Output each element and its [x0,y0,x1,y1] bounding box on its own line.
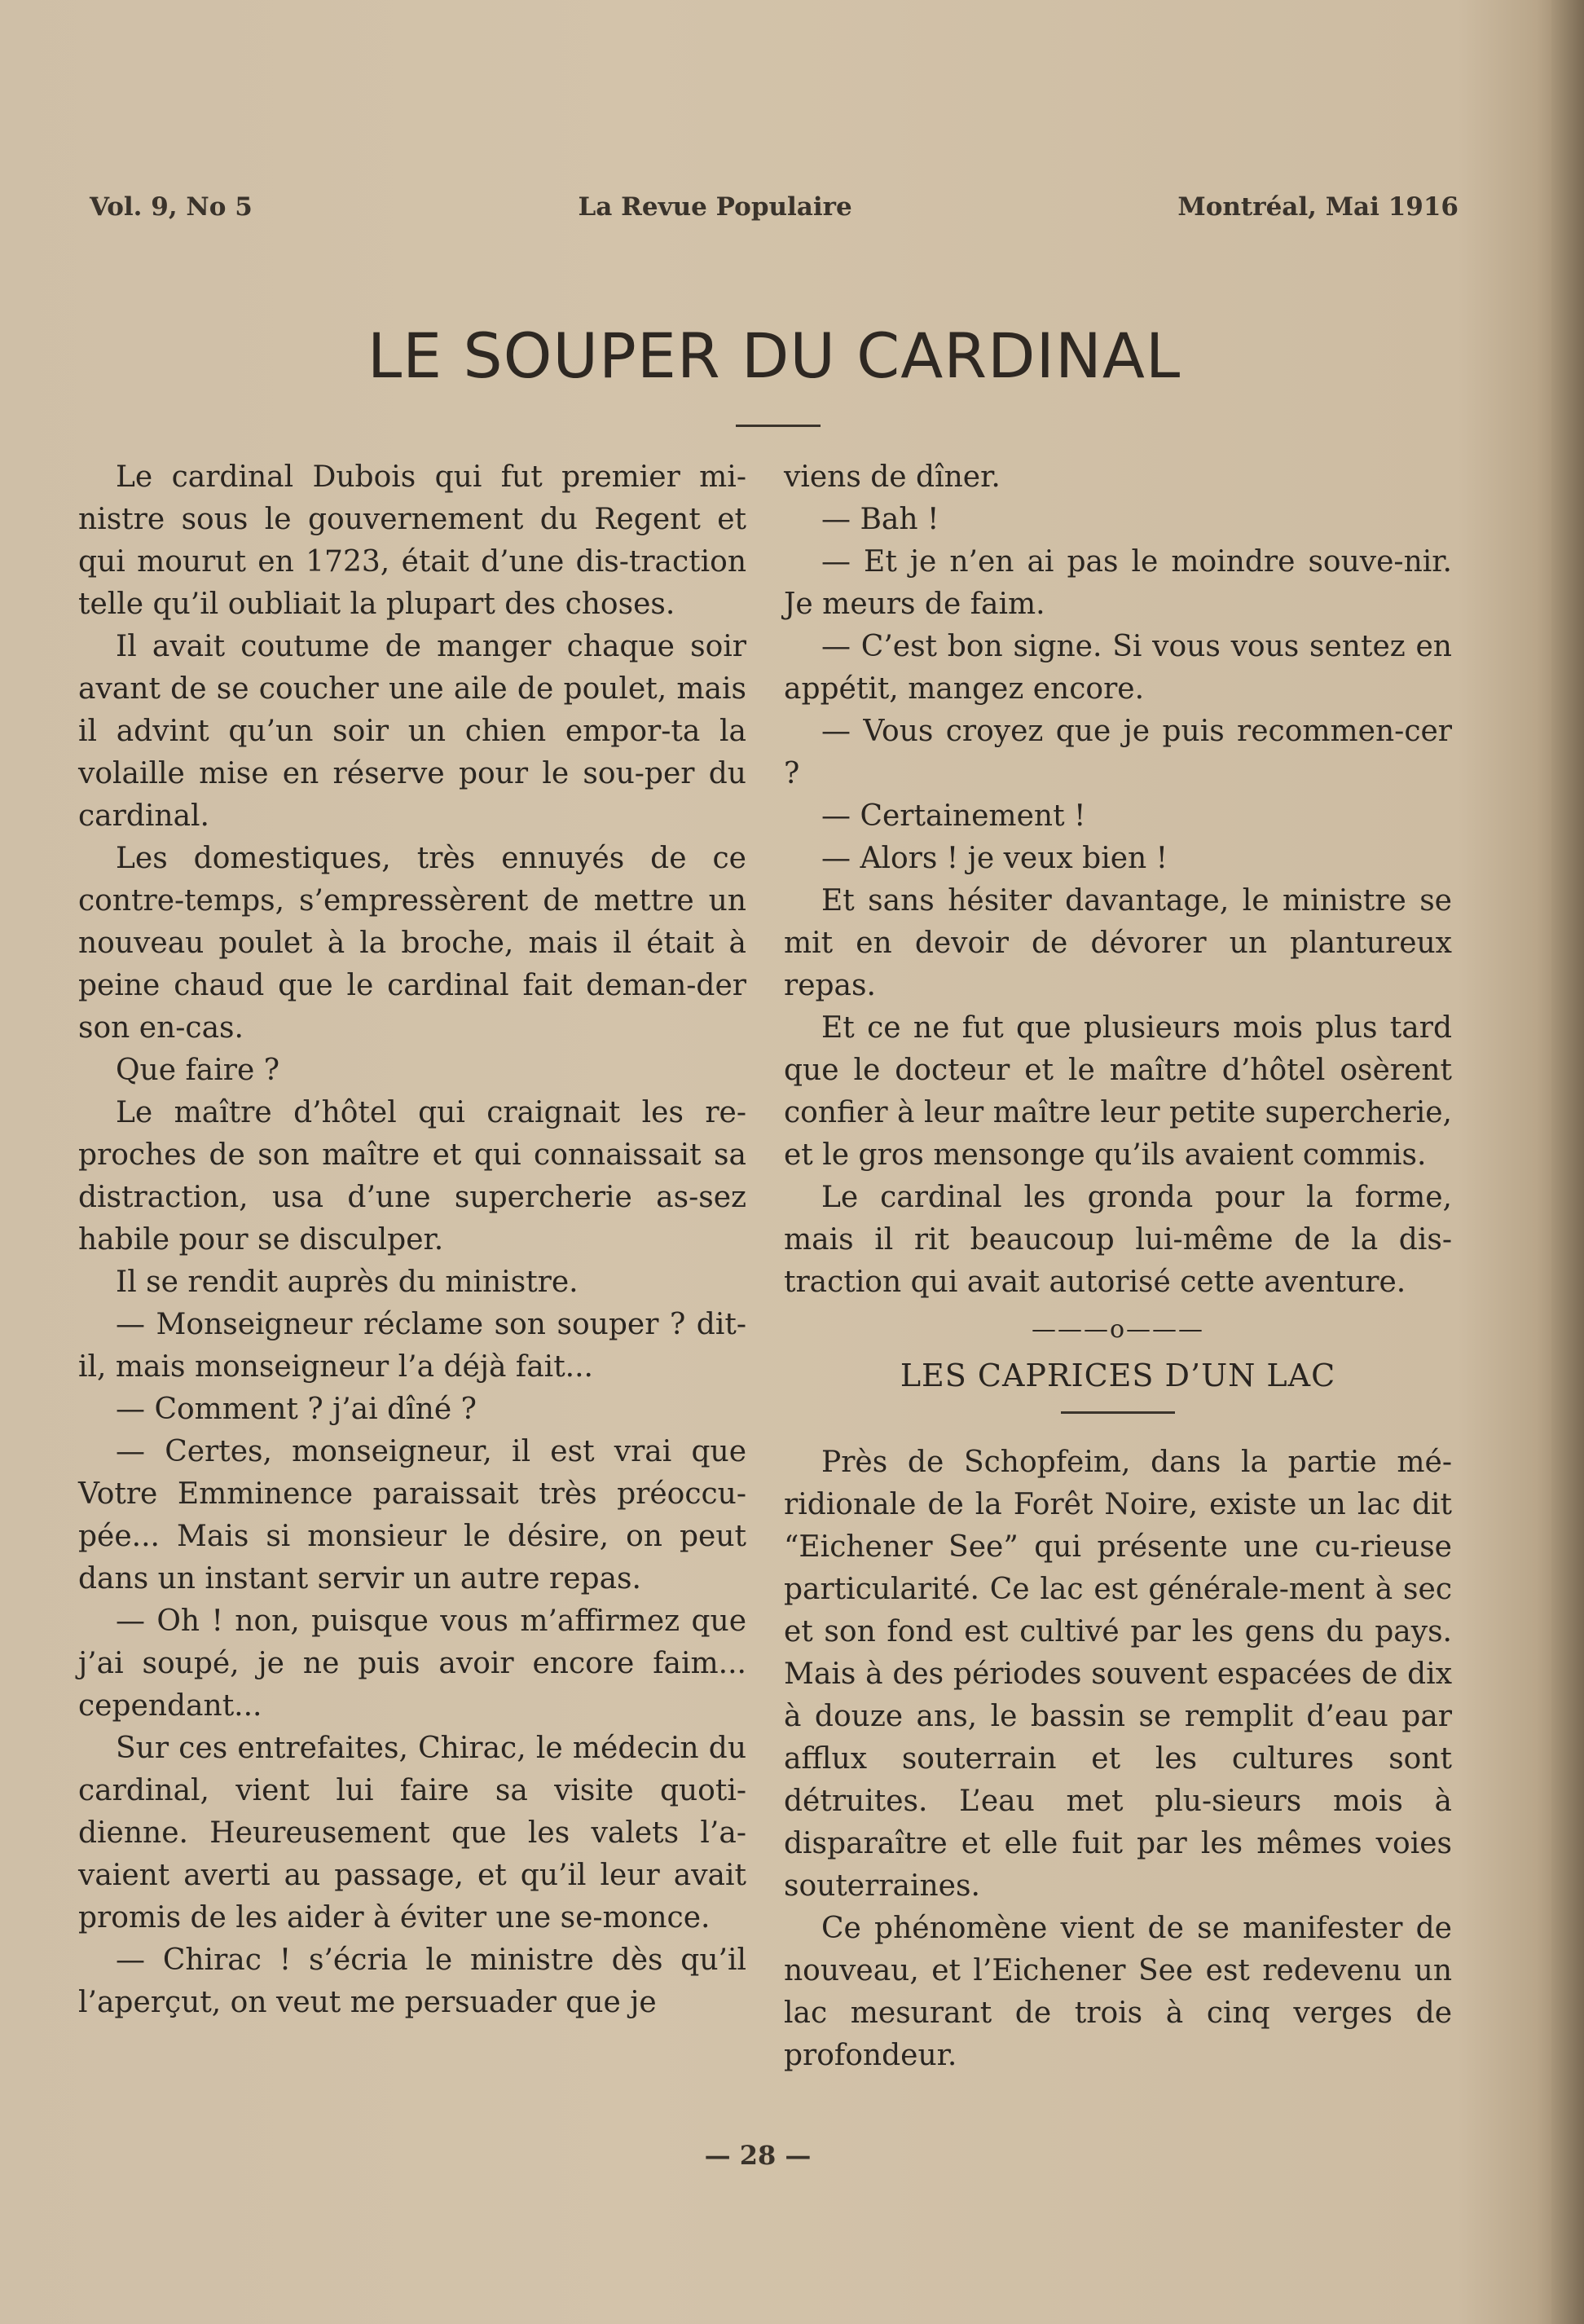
section-separator: ———o——— [1031,1315,1205,1344]
paragraph: Et ce ne fut que plusieurs mois plus tard que le docteur et le maître d’hôtel osèrent confier à leur maître leur petite supercherie, et le gros mensonge qu’ils avaient commis. [784,1011,1452,1172]
paragraph: Le cardinal Dubois qui fut premier mi-nistre sous le gouvernement du Regent et qui mourut en 1723, était d’une dis-traction telle qu’il oubliait la plupart des choses. [78,460,746,621]
paragraph: Il avait coutume de manger chaque soir avant de se coucher une aile de poulet, mais il advint qu’un soir un chien empor-ta la volaille mise en réserve pour le sou-per du cardinal. [78,630,746,833]
paragraph: Les domestiques, très ennuyés de ce contre-temps, s’empressèrent de mettre un nouveau poulet à la broche, mais il était à peine chaud que le cardinal fait deman-der son en-cas. [78,842,746,1045]
right-column [784,456,1452,2077]
paragraph: — Certainement ! [821,799,1086,833]
paragraph: Sur ces entrefaites, Chirac, le médecin du cardinal, vient lui faire sa visite quoti-dienne. Heureusement que les valets l’a-vaient averti au passage, et qu’il leur avait promis de les aider à éviter une se-monce. [78,1732,746,1934]
paragraph: — Vous croyez que je puis recommen-cer ? [784,715,1452,790]
volume-number: Vol. 9, No 5 [90,192,253,222]
paragraph: — Monseigneur réclame son souper ? dit-il, mais monseigneur l’a déjà fait... [78,1308,746,1384]
paragraph: Le maître d’hôtel qui craignait les re-proches de son maître et qui connaissait sa distraction, usa d’une supercherie as-sez habile pour se disculper. [78,1096,746,1257]
page-edge [1551,0,1584,2324]
paragraph: — Alors ! je veux bien ! [821,842,1168,875]
paragraph: Le cardinal les gronda pour la forme, mais il rit beaucoup lui-même de la dis-traction qui avait autorisé cette aventure. [784,1181,1452,1299]
paragraph: Et sans hésiter davantage, le ministre se mit en devoir de dévorer un plantureux repas. [784,884,1452,1002]
paragraph: Près de Schopfeim, dans la partie mé-ridionale de la Forêt Noire, existe un lac dit “Eichener See” qui présente une cu-rieuse particularité. Ce lac est générale-ment à sec et son fond est cultivé par les gens du pays. Mais à des périodes souvent espacées de dix à douze ans, le bassin se remplit d’eau par afflux souterrain et les cultures sont détruites. L’eau met plu-sieurs mois à disparaître et elle fuit par les mêmes voies souterraines. [784,1446,1452,1903]
paragraph: — Et je n’en ai pas le moindre souve-nir. Je meurs de faim. [784,545,1452,621]
section-rule [1061,1411,1175,1414]
publication-name: La Revue Populaire [578,192,852,222]
paragraph: — Oh ! non, puisque vous m’affirmez que j’ai soupé, je ne puis avoir encore faim... cependant... [78,1604,746,1723]
article-title: LE SOUPER DU CARDINAL [367,319,1181,392]
place-date: Montréal, Mai 1916 [1177,192,1459,222]
left-column [78,456,746,2024]
paragraph: — Chirac ! s’écria le ministre dès qu’il l’aperçut, on veut me persuader que je [78,1943,746,2019]
paragraph: — C’est bon signe. Si vous vous sentez en appétit, mangez encore. [784,630,1452,706]
paragraph: — Bah ! [821,503,939,536]
paragraph: Ce phénomène vient de se manifester de nouveau, et l’Eichener See est redevenu un lac mesurant de trois à cinq verges de profondeur. [784,1912,1452,2072]
paragraph: — Certes, monseigneur, il est vrai que Votre Emminence paraissait très préoccu-pée... Mais si monsieur le désire, on peut dans un instant servir un autre repas. [78,1435,746,1596]
paragraph: Que faire ? [116,1054,280,1087]
running-header [90,192,1459,222]
paragraph: — Comment ? j’ai dîné ? [116,1393,477,1426]
continued-line: viens de dîner. [784,460,1001,494]
paragraph: Il se rendit auprès du ministre. [116,1265,579,1299]
title-rule [736,425,821,427]
section-title: LES CAPRICES D’UN LAC [900,1358,1336,1393]
page-number: — 28 — [704,2140,812,2171]
